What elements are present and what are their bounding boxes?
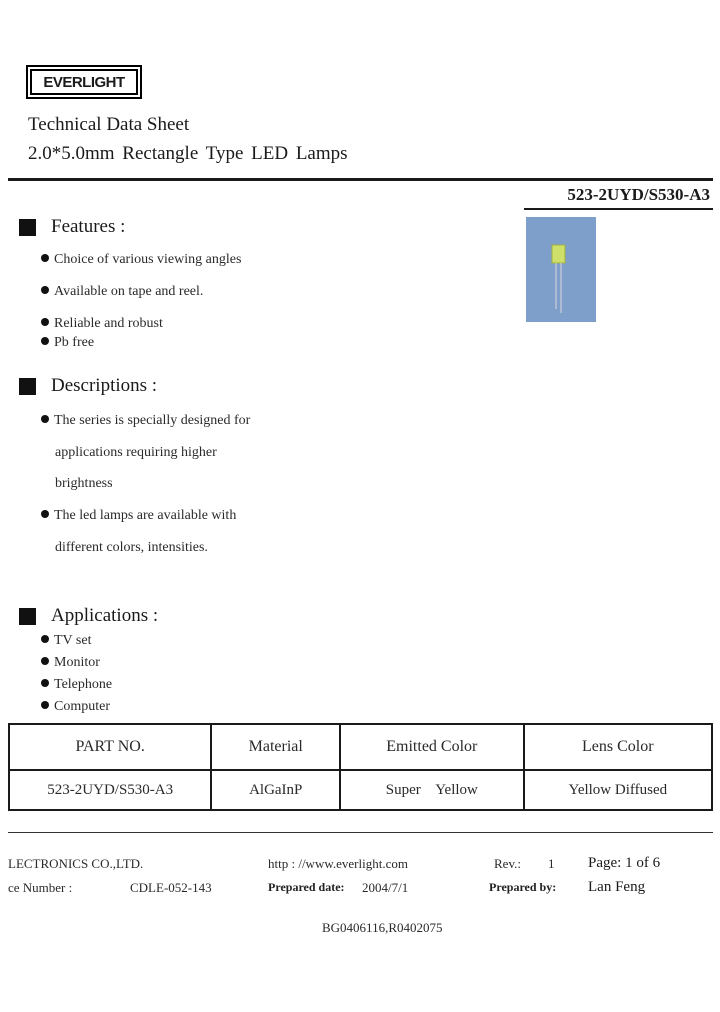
product-photo xyxy=(526,217,596,322)
table-header-cell: PART NO. xyxy=(9,724,211,770)
feature-item-text: Available on tape and reel. xyxy=(54,284,204,299)
description-line: applications requiring higher xyxy=(55,445,217,460)
table-cell: Yellow Diffused xyxy=(524,770,712,810)
description-line: brightness xyxy=(55,476,113,491)
section-square-icon xyxy=(19,219,36,236)
bullet-icon xyxy=(41,415,49,423)
footer-doc-code: BG0406116,R0402075 xyxy=(322,920,443,935)
feature-item xyxy=(41,316,163,332)
bullet-icon xyxy=(41,657,49,665)
table-cell: Super Yellow xyxy=(340,770,524,810)
footer-device-number-label: ce Number : xyxy=(8,880,73,895)
footer-company: LECTRONICS CO.,LTD. xyxy=(8,856,144,871)
application-item xyxy=(41,633,91,649)
application-item xyxy=(41,699,110,715)
feature-item-text: Pb free xyxy=(54,335,95,350)
bullet-icon xyxy=(41,679,49,687)
application-item-text: Computer xyxy=(54,699,110,714)
everlight-logo xyxy=(26,65,142,99)
description-item xyxy=(41,413,250,429)
footer-divider xyxy=(8,832,713,833)
application-item-text: Telephone xyxy=(54,677,113,692)
applications-heading-text: Applications : xyxy=(51,605,159,626)
document-subtitle: 2.0*5.0mm Rectangle Type LED Lamps xyxy=(28,143,348,164)
descriptions-heading-text: Descriptions : xyxy=(51,375,158,396)
application-item xyxy=(41,677,112,693)
bullet-icon xyxy=(41,337,49,345)
feature-item-text: Reliable and robust xyxy=(54,316,163,331)
table-header-cell: Emitted Color xyxy=(340,724,524,770)
footer-page: Page: 1 of 6 xyxy=(588,855,661,871)
table-header-cell: Lens Color xyxy=(524,724,712,770)
table-cell: 523-2UYD/S530-A3 xyxy=(9,770,211,810)
document-title: Technical Data Sheet xyxy=(28,114,190,135)
description-item xyxy=(41,508,236,524)
description-line: different colors, intensities. xyxy=(55,540,208,555)
footer-prepared-date-value: 2004/7/1 xyxy=(362,880,409,895)
footer-prepared-by-value: Lan Feng xyxy=(588,879,646,895)
application-item xyxy=(41,655,100,671)
application-item-text: Monitor xyxy=(54,655,100,670)
logo-frame xyxy=(30,69,138,95)
bullet-icon xyxy=(41,318,49,326)
section-square-icon xyxy=(19,378,36,395)
features-heading-text: Features : xyxy=(51,216,126,237)
footer-rev-value: 1 xyxy=(548,856,555,871)
bullet-icon xyxy=(41,701,49,709)
description-line: The led lamps are available with xyxy=(54,508,237,523)
footer-rev-label: Rev.: xyxy=(494,856,521,871)
application-item-text: TV set xyxy=(54,633,92,648)
footer-device-number-value: CDLE-052-143 xyxy=(130,880,212,895)
section-square-icon xyxy=(19,608,36,625)
header-divider xyxy=(8,178,713,181)
footer-prepared-by-label: Prepared by: xyxy=(489,880,557,894)
led-lamp-illustration xyxy=(526,217,596,322)
part-number-heading: 523-2UYD/S530-A3 xyxy=(567,185,710,204)
table-cell: AlGaInP xyxy=(211,770,340,810)
features-heading xyxy=(19,216,125,238)
table-header-row xyxy=(9,724,712,770)
bullet-icon xyxy=(41,635,49,643)
description-line: The series is specially designed for xyxy=(54,413,251,428)
spec-table xyxy=(8,723,713,811)
table-header-cell: Material xyxy=(211,724,340,770)
feature-item-text: Choice of various viewing angles xyxy=(54,252,242,267)
logo-text: EVERLIGHT xyxy=(43,73,125,91)
table-row xyxy=(9,770,712,810)
descriptions-heading xyxy=(19,375,157,397)
footer-website: http : //www.everlight.com xyxy=(268,856,408,871)
feature-item xyxy=(41,252,241,268)
footer-prepared-date-label: Prepared date: xyxy=(268,880,345,894)
bullet-icon xyxy=(41,510,49,518)
led-body xyxy=(552,245,565,263)
bullet-icon xyxy=(41,254,49,262)
feature-item xyxy=(41,284,203,300)
part-number-underline xyxy=(524,208,713,210)
applications-heading xyxy=(19,605,158,627)
bullet-icon xyxy=(41,286,49,294)
feature-item xyxy=(41,335,94,351)
